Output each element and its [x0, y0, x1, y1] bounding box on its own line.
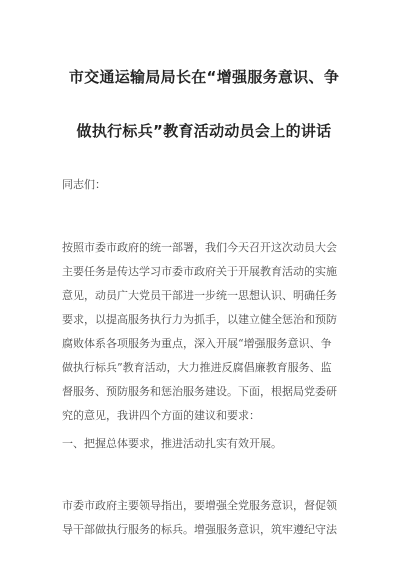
paragraph-2: [62, 494, 350, 542]
paragraph-1-line: 究的意见，我讲四个方面的建议和要求：: [62, 409, 260, 422]
paragraph-1-line: 意见，动员广大党员干部进一步统一思想认识、明确任务: [62, 289, 337, 302]
paragraph-1-line: 主要任务是传达学习市委市政府关于开展教育活动的实施: [62, 265, 337, 278]
salutation: 同志们：: [62, 178, 106, 191]
paragraph-2-line: 市委市政府主要领导指出，要增强全党服务意识，督促领: [62, 499, 337, 512]
paragraph-1-line: 要求，以提高服务执行力为抓手，以建立健全惩治和预防: [62, 313, 337, 326]
paragraph-1-line: 按照市委市政府的统一部署，我们今天召开这次动员大会: [62, 241, 337, 254]
document-title-line-2: 做执行标兵”教育活动动员会上的讲话: [76, 122, 332, 140]
paragraph-2-line: 导干部做执行服务的标兵。增强服务意识，筑牢遵纪守法: [62, 523, 337, 536]
section-heading-1: 一、把握总体要求，推进活动扎实有效开展。: [62, 437, 282, 450]
paragraph-1: [62, 236, 350, 428]
paragraph-1-line: 督服务、预防服务和惩治服务建设。下面，根据局党委研: [62, 385, 337, 398]
document-title-line-1: 市交通运输局局长在“增强服务意识、争: [68, 68, 340, 86]
paragraph-1-line: 做执行标兵”教育活动，大力推进反腐倡廉教育服务、监: [62, 361, 332, 374]
paragraph-1-line: 腐败体系各项服务为重点，深入开展“增强服务意识、争: [62, 337, 332, 350]
